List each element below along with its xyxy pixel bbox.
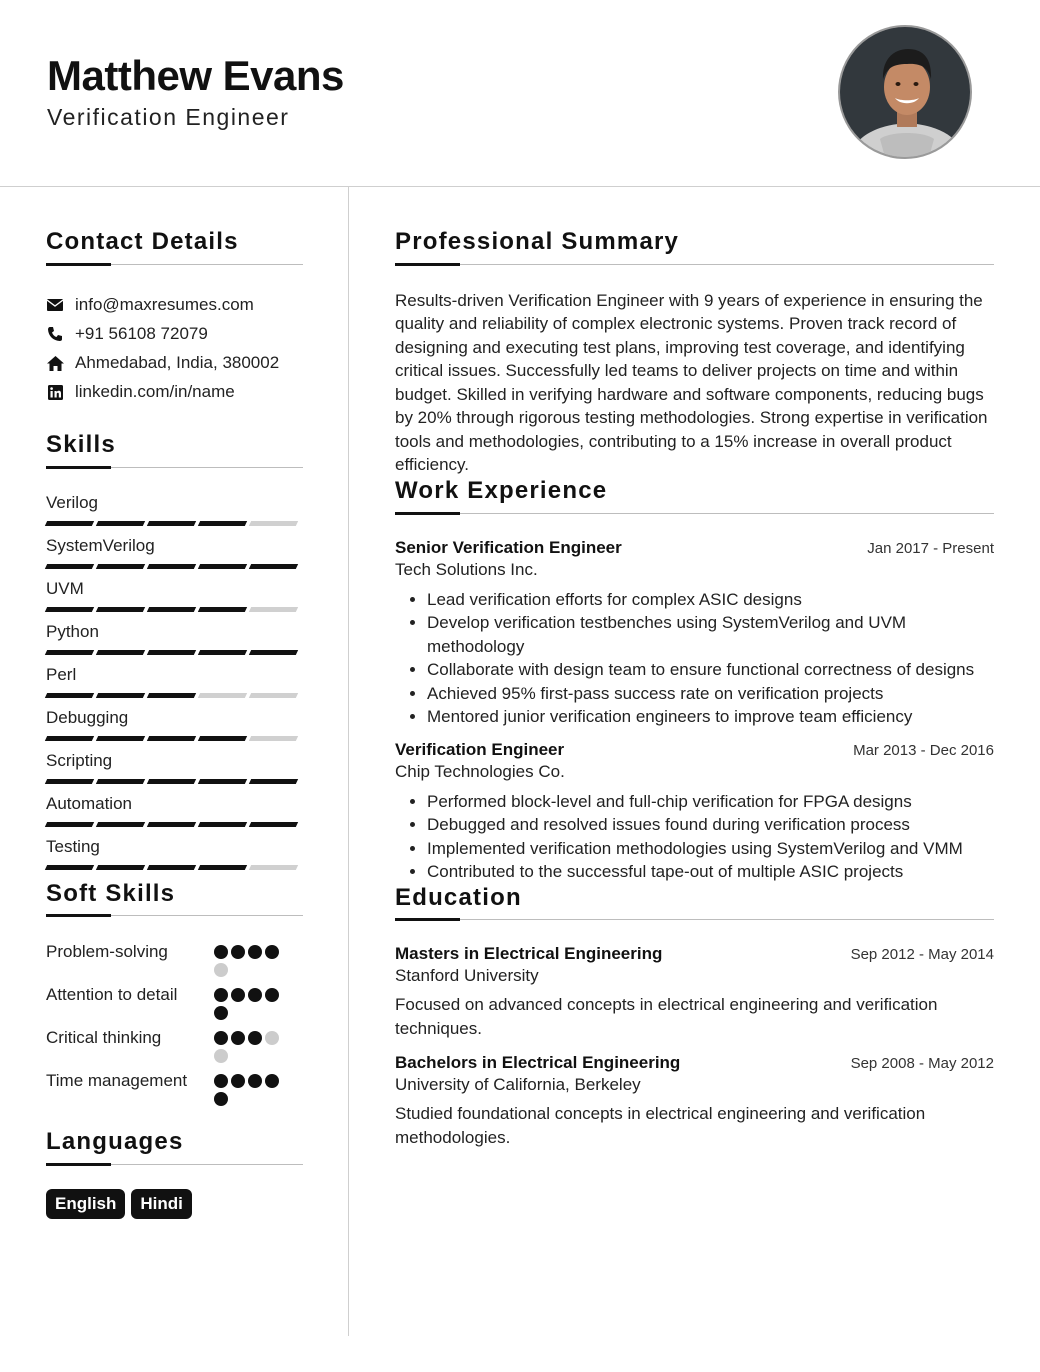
list-item: • Collaborate with design team to ensure functional correctness of designs [427, 658, 994, 682]
skill-item [46, 707, 303, 750]
skill-level-bars [46, 736, 303, 741]
right-column [395, 228, 994, 1149]
rating-dot [231, 945, 245, 959]
skill-level-segment [249, 564, 298, 569]
skill-level-segment [147, 865, 196, 870]
section-rule [46, 263, 303, 265]
skill-level-segment [147, 607, 196, 612]
list-item: • Achieved 95% first-pass success rate on verification projects [427, 682, 994, 706]
skill-level-segment [45, 779, 94, 784]
skill-level-segment [45, 865, 94, 870]
contact-linkedin[interactable] [46, 378, 303, 407]
skill-level-segment [147, 693, 196, 698]
list-item: • Lead verification efforts for complex ASIC designs [427, 588, 994, 612]
column-divider [348, 186, 349, 1336]
languages-heading: Languages [46, 1128, 184, 1156]
education-description: Focused on advanced concepts in electrical engineering and verification techniques. [395, 995, 938, 1038]
phone-icon [46, 325, 64, 343]
skill-level-segment [249, 865, 298, 870]
skill-level-segment [249, 736, 298, 741]
experience-section [395, 477, 994, 884]
skill-level-segment [198, 564, 247, 569]
skill-label: SystemVerilog [46, 535, 155, 555]
soft-skill-item [46, 983, 303, 1020]
job-date: Mar 2013 - Dec 2016 [853, 741, 994, 759]
section-rule [46, 466, 303, 468]
section-rule [395, 263, 994, 265]
skill-level-segment [198, 822, 247, 827]
contact-address [46, 349, 303, 378]
soft-skill-rating [214, 1069, 286, 1106]
skill-item [46, 750, 303, 793]
skill-level-segment [147, 822, 196, 827]
language-pill-hindi: Hindi [131, 1189, 192, 1219]
school-name: University of California, Berkeley [395, 1075, 641, 1095]
skill-level-segment [96, 521, 145, 526]
education-date: Sep 2012 - May 2014 [850, 946, 994, 964]
soft-skills-section [46, 880, 303, 1107]
rating-dot [231, 1031, 245, 1045]
rating-dot [248, 1074, 262, 1088]
contact-section [46, 228, 303, 407]
skill-item [46, 793, 303, 836]
skill-item [46, 836, 303, 879]
skill-level-segment [249, 822, 298, 827]
skill-level-segment [249, 693, 298, 698]
skill-level-segment [45, 736, 94, 741]
skill-label: Testing [46, 836, 100, 856]
contact-phone-text: +91 56108 72079 [75, 324, 208, 344]
skill-item [46, 535, 303, 578]
candidate-title: Verification Engineer [47, 104, 290, 130]
rating-dot [265, 945, 279, 959]
school-name: Stanford University [395, 966, 539, 986]
skills-list [46, 492, 303, 879]
summary-heading: Professional Summary [395, 228, 680, 255]
job-company: Tech Solutions Inc. [395, 559, 538, 579]
job-entry [395, 740, 994, 884]
rating-dot [214, 1031, 228, 1045]
education-description: Studied foundational concepts in electrical engineering and verification methodologies. [395, 1104, 926, 1147]
skill-item [46, 621, 303, 664]
skill-level-segment [96, 693, 145, 698]
soft-skill-label: Critical thinking [46, 1028, 162, 1048]
profile-photo [838, 25, 972, 159]
soft-skill-label: Attention to detail [46, 985, 178, 1005]
rating-dot [214, 1049, 228, 1063]
contact-email-text: info@maxresumes.com [75, 295, 254, 315]
soft-skill-item [46, 1026, 303, 1063]
list-item: • Contributed to the successful tape-out of multiple ASIC projects [427, 860, 994, 884]
summary-section [395, 228, 994, 477]
contact-phone[interactable] [46, 320, 303, 349]
summary-text: Results-driven Verification Engineer with 9 years of experience in ensuring the quality and reliability of complex electronic systems. Proven track record of designing and executing test plans, improving test coverage, and identifying critical issues. Successfully led teams to deliver projects on time and within budget. Skilled in verifying hardware and software components, reducing bugs by 20% through rigorous testing methodologies. Strong expertise in verification tools and methodologies, contributing to a 15% increase in overall product efficiency. [395, 290, 988, 475]
skill-label: Scripting [46, 750, 113, 770]
skill-level-segment [45, 521, 94, 526]
skill-level-segment [198, 521, 247, 526]
rating-dot [265, 988, 279, 1002]
section-rule [395, 512, 994, 514]
education-heading: Education [395, 883, 522, 911]
education-entry [395, 944, 994, 1040]
rating-dot [231, 988, 245, 1002]
skill-label: Debugging [46, 707, 129, 727]
job-company: Chip Technologies Co. [395, 761, 565, 781]
skill-level-segment [45, 564, 94, 569]
skill-level-segment [96, 779, 145, 784]
envelope-icon [46, 296, 64, 314]
skill-level-segment [249, 779, 298, 784]
rating-dot [248, 945, 262, 959]
soft-skill-label: Time management [46, 1071, 188, 1091]
rating-dot [214, 1074, 228, 1088]
candidate-name: Matthew Evans [47, 52, 344, 99]
soft-skill-rating [214, 1026, 286, 1063]
rating-dot [265, 1074, 279, 1088]
skill-level-segment [45, 693, 94, 698]
skill-level-segment [96, 564, 145, 569]
skill-label: Python [46, 621, 99, 641]
degree-title: Masters in Electrical Engineering [395, 944, 663, 964]
job-entry [395, 538, 994, 729]
job-title: Senior Verification Engineer [395, 537, 622, 557]
degree-title: Bachelors in Electrical Engineering [395, 1053, 681, 1073]
education-entry [395, 1053, 994, 1149]
skill-level-segment [198, 693, 247, 698]
skill-level-segment [96, 736, 145, 741]
skill-level-segment [147, 650, 196, 655]
rating-dot [248, 988, 262, 1002]
contact-linkedin-text: linkedin.com/in/name [75, 382, 235, 402]
skills-section [46, 431, 303, 879]
list-item: • Mentored junior verification engineers to improve team efficiency [427, 705, 994, 729]
skill-level-segment [96, 822, 145, 827]
skill-level-segment [249, 650, 298, 655]
soft-skill-label: Problem-solving [46, 942, 168, 962]
skill-level-segment [45, 607, 94, 612]
skill-level-segment [198, 779, 247, 784]
skill-item [46, 492, 303, 535]
section-rule [46, 914, 303, 916]
job-bullets [395, 790, 994, 884]
skill-level-bars [46, 693, 303, 698]
list-item: • Implemented verification methodologies using SystemVerilog and VMM [427, 837, 994, 861]
skill-level-segment [198, 865, 247, 870]
skills-heading: Skills [46, 430, 116, 458]
skill-item [46, 664, 303, 707]
education-section [395, 884, 994, 1150]
skill-level-bars [46, 650, 303, 655]
soft-skill-item [46, 1069, 303, 1106]
rating-dot [248, 1031, 262, 1045]
skill-level-bars [46, 521, 303, 526]
rating-dot [214, 945, 228, 959]
skill-level-bars [46, 822, 303, 827]
skill-label: Perl [46, 664, 77, 684]
contact-heading: Contact Details [46, 228, 239, 255]
experience-heading: Work Experience [395, 476, 608, 504]
rating-dot [214, 988, 228, 1002]
skill-label: Automation [46, 793, 132, 813]
soft-skill-rating [214, 983, 286, 1020]
skill-item [46, 578, 303, 621]
list-item: • Develop verification testbenches using SystemVerilog and UVM methodology [427, 611, 994, 658]
contact-address-text: Ahmedabad, India, 380002 [75, 353, 280, 373]
language-pill-english: English [46, 1189, 125, 1219]
rating-dot [214, 1006, 228, 1020]
resume-header [0, 0, 1040, 187]
skill-level-segment [147, 779, 196, 784]
skill-level-segment [198, 607, 247, 612]
section-rule [46, 1163, 303, 1165]
skill-level-segment [96, 607, 145, 612]
skill-level-segment [198, 650, 247, 655]
skill-level-segment [249, 607, 298, 612]
contact-email[interactable] [46, 291, 303, 320]
home-icon [46, 354, 64, 372]
education-date: Sep 2008 - May 2012 [850, 1055, 994, 1073]
skill-level-segment [147, 564, 196, 569]
soft-skill-rating [214, 940, 286, 977]
rating-dot [214, 1092, 228, 1106]
job-date: Jan 2017 - Present [867, 539, 994, 557]
rating-dot [265, 1031, 279, 1045]
rating-dot [231, 1074, 245, 1088]
soft-skills-list [46, 940, 303, 1106]
list-item: • Debugged and resolved issues found during verification process [427, 813, 994, 837]
skill-label: UVM [46, 578, 84, 598]
skill-level-segment [147, 736, 196, 741]
soft-skills-heading: Soft Skills [46, 879, 176, 907]
skill-level-bars [46, 865, 303, 870]
skill-level-segment [96, 865, 145, 870]
languages-section [46, 1128, 303, 1219]
rating-dot [214, 963, 228, 977]
skill-level-bars [46, 564, 303, 569]
skill-level-bars [46, 607, 303, 612]
skill-level-segment [96, 650, 145, 655]
skill-level-segment [45, 650, 94, 655]
left-column [46, 228, 303, 1219]
skill-level-segment [249, 521, 298, 526]
section-rule [395, 918, 994, 920]
skill-level-segment [147, 521, 196, 526]
job-title: Verification Engineer [395, 739, 565, 759]
linkedin-icon [46, 383, 64, 401]
skill-level-segment [198, 736, 247, 741]
soft-skill-item [46, 940, 303, 977]
skill-level-segment [45, 822, 94, 827]
skill-level-bars [46, 779, 303, 784]
job-bullets [395, 588, 994, 729]
list-item: • Performed block-level and full-chip verification for FPGA designs [427, 790, 994, 814]
skill-label: Verilog [46, 492, 98, 512]
